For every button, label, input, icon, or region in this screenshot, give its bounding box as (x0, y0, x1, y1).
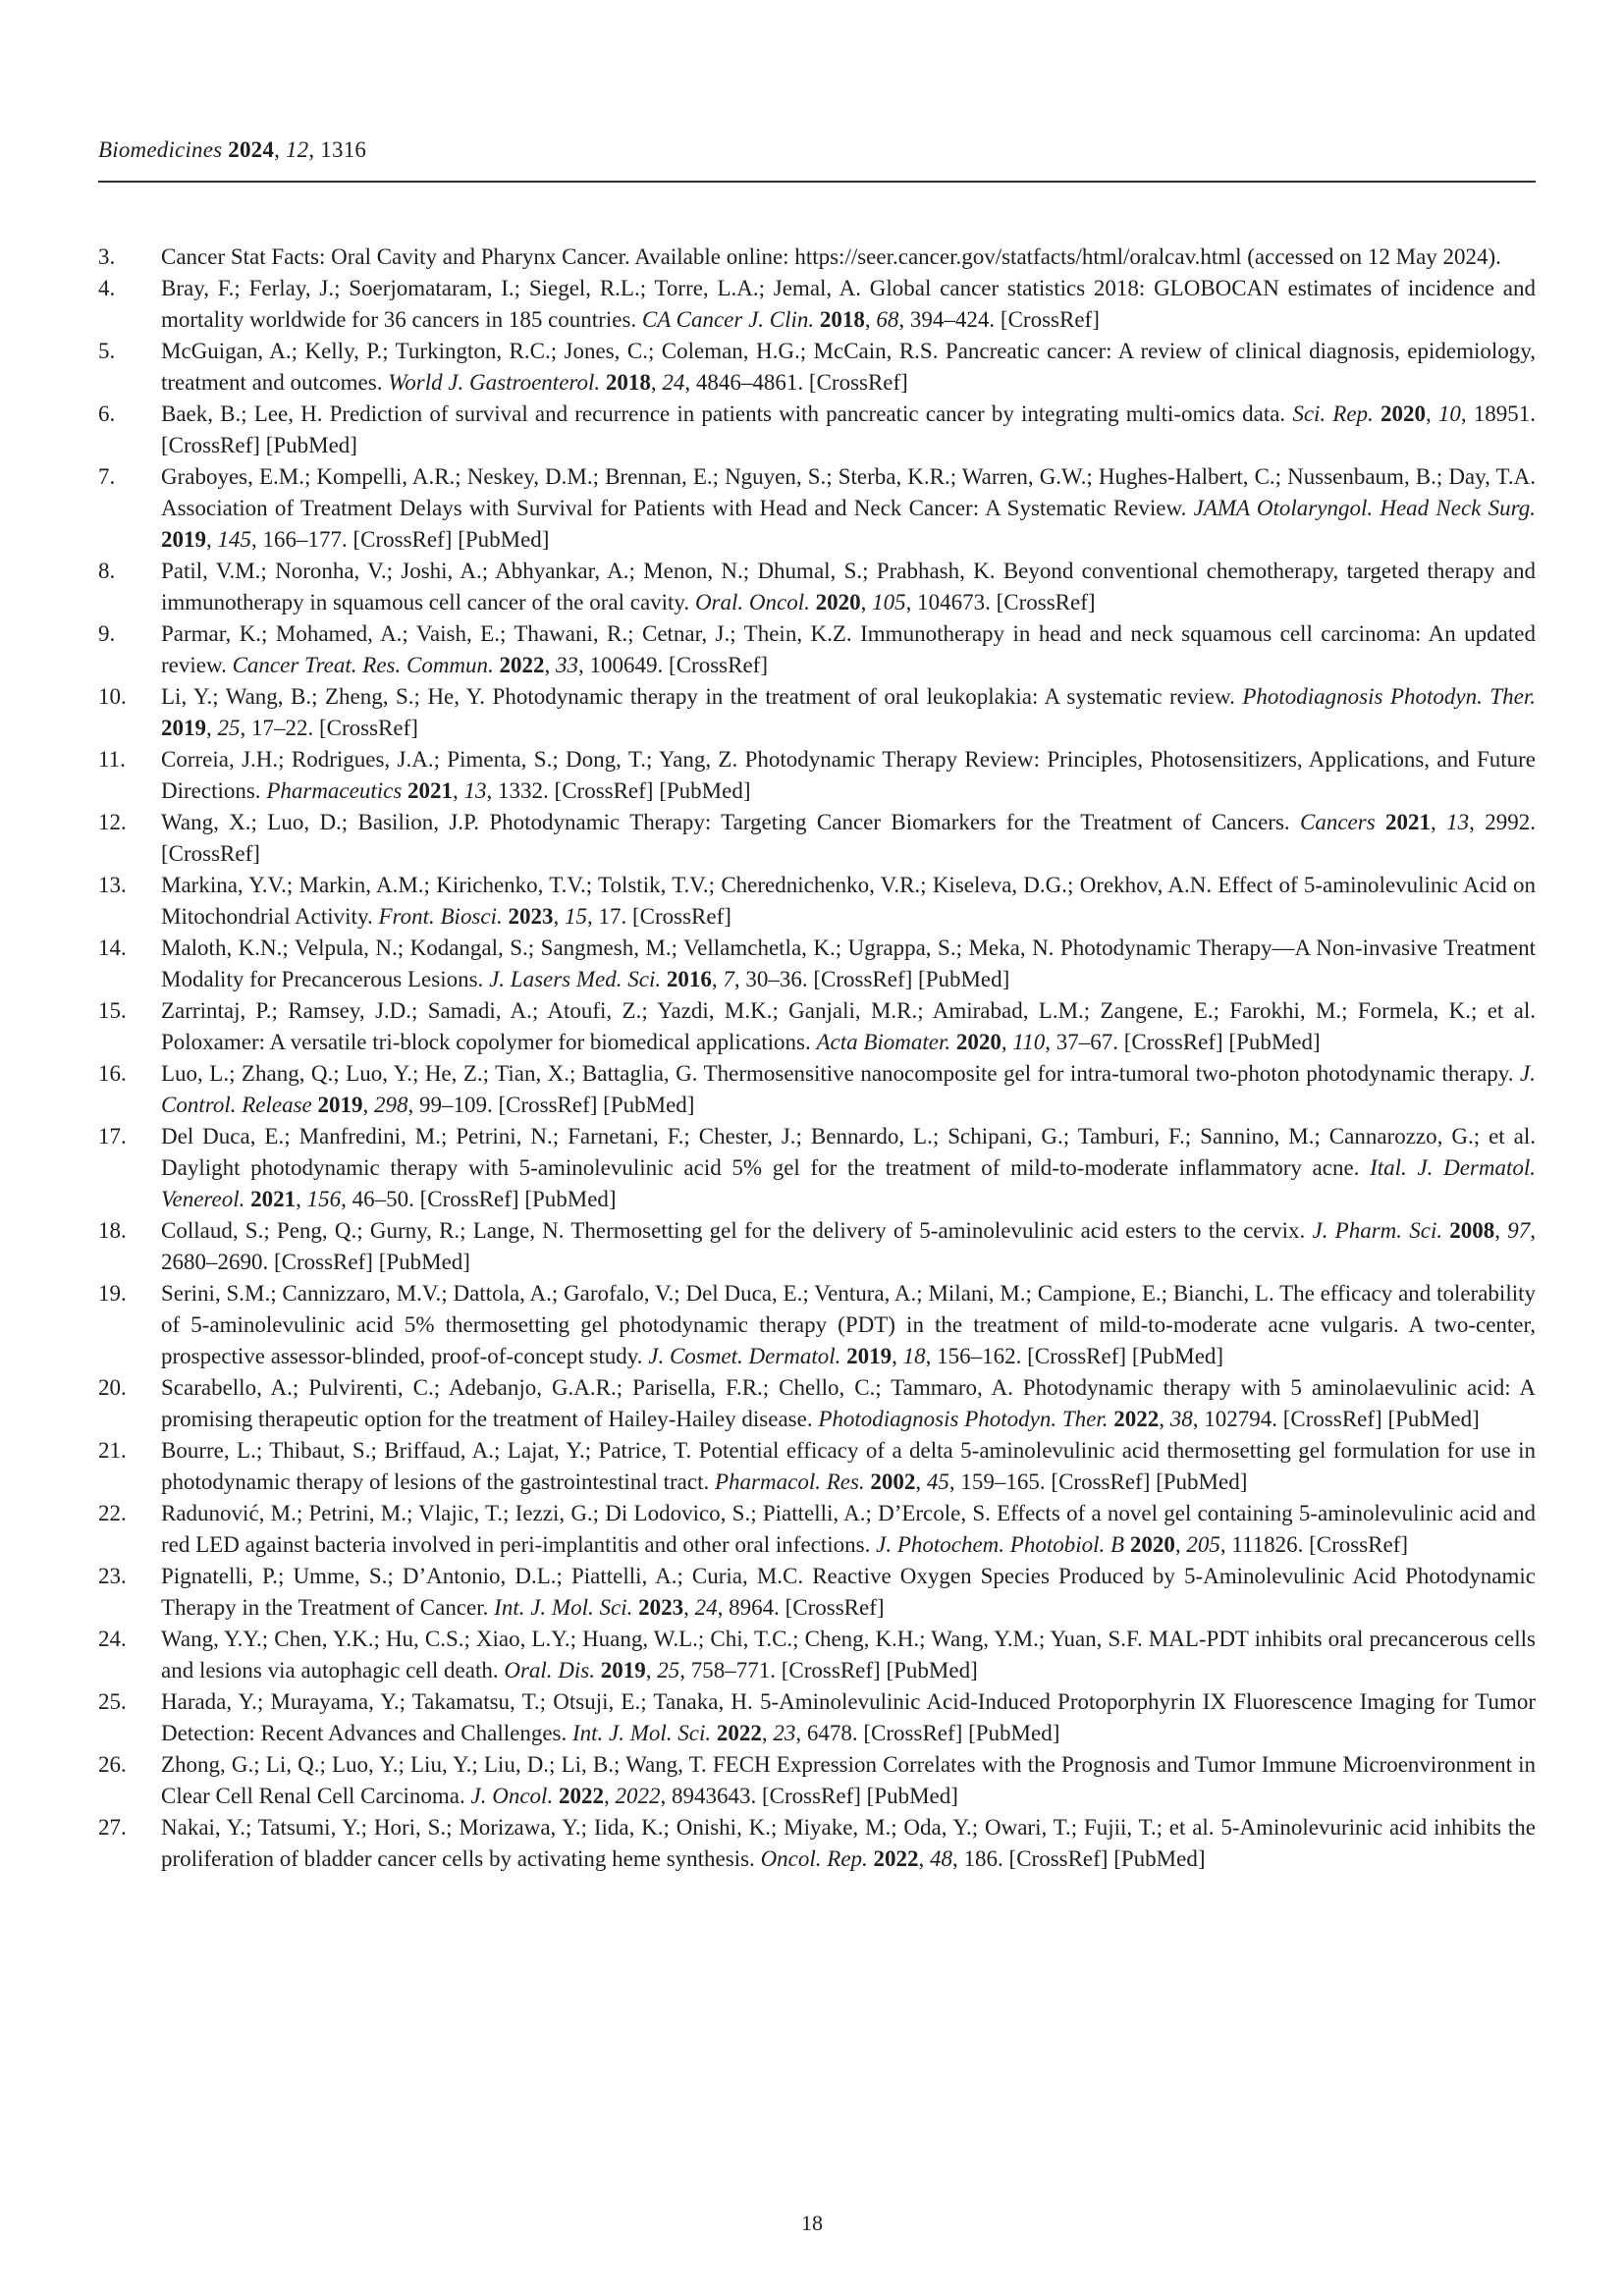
text-run: 25 (657, 1658, 680, 1682)
reference-number: 14. (98, 935, 127, 960)
reference-text (161, 461, 1536, 556)
url-link[interactable]: https://seer.cancer.gov/statfacts/html/oralcav.html (794, 244, 1242, 269)
text-run: Cancer Treat. Res. Commun. (232, 653, 500, 677)
reference-number: 10. (98, 684, 127, 709)
reference-text (161, 1058, 1536, 1121)
text-run: , (650, 370, 663, 395)
text-run: 24 (694, 1595, 718, 1620)
text-run: Bray, F.; Ferlay, J.; Soerjomataram, I.; Siegel, R.L.; Torre, L.A.; Jemal, A. Global cancer statistics 2018: GLOBOCAN estimates of incidence and mortality worldwide for 36 cancers in 185 countries. (161, 276, 1536, 332)
text-run: , 758–771. (679, 1658, 782, 1682)
text-run: 15 (565, 904, 587, 929)
reference-item (98, 618, 1536, 681)
text-run: 48 (930, 1846, 953, 1871)
reference-text (161, 241, 1536, 273)
text-run: , (296, 1187, 307, 1211)
pubmed-link[interactable]: [PubMed] (659, 778, 751, 803)
text-run: , (1001, 1030, 1013, 1054)
text-run: Radunović, M.; Petrini, M.; Vlajic, T.; Iezzi, G.; Di Lodovico, S.; Piattelli, A.; D’Ercole, S. Effects of a novel gel containing 5-aminolevulinic acid and red LED against bacteria involved in peri-implantitis and other oral infections. (161, 1501, 1536, 1557)
reference-text (161, 1215, 1536, 1278)
text-run: 7 (723, 967, 734, 991)
text-run: Bourre, L.; Thibaut, S.; Briffaud, A.; Lajat, Y.; Patrice, T. Potential efficacy of a delta 5-aminolevulinic acid thermosetting gel formulation for use in photodynamic therapy of lesions of the gastrointestinal tract. (161, 1438, 1536, 1494)
text-run: Int. J. Mol. Sci. (494, 1595, 639, 1620)
text-run: Del Duca, E.; Manfredini, M.; Petrini, N.; Farnetani, F.; Chester, J.; Bennardo, L.; Schipani, G.; Tamburi, F.; Sannino, M.; Cannarozzo, G.; et al. Daylight photodynamic therapy with 5-aminolevulinic acid 5% gel for the treatment of mild-to-moderate inflammatory acne. (161, 1124, 1536, 1180)
reference-number: 5. (98, 339, 116, 363)
text-run: , 18951. (1460, 401, 1537, 426)
reference-item (98, 744, 1536, 807)
reference-number: 12. (98, 810, 127, 834)
text-run: 97 (1507, 1218, 1531, 1243)
reference-item (98, 556, 1536, 618)
text-run: 13 (1446, 810, 1470, 834)
pubmed-link[interactable]: [PubMed] (1131, 1344, 1224, 1368)
reference-number: 16. (98, 1061, 127, 1086)
reference-number: 19. (98, 1281, 127, 1306)
text-run: J. Cosmet. Dermatol. (648, 1344, 847, 1368)
text-run: Wang, X.; Luo, D.; Basilion, J.P. Photodynamic Therapy: Targeting Cancer Biomarkers for the Treatment of Cancers. (161, 810, 1300, 834)
reference-number: 23. (98, 1564, 127, 1588)
text-run: 2023 (508, 904, 554, 929)
text-run: 2019 (600, 1658, 646, 1682)
crossref-link[interactable]: [CrossRef] (808, 370, 908, 395)
text-run: Collaud, S.; Peng, Q.; Gurny, R.; Lange, N. Thermosetting gel for the delivery of 5-aminolevulinic acid esters to the cervix. (161, 1218, 1313, 1243)
text-run: Pharmacol. Res. (715, 1469, 871, 1494)
reference-number: 13. (98, 873, 127, 897)
text-run: 12 (285, 137, 309, 162)
reference-text (161, 807, 1536, 870)
text-run: 2022 (1113, 1407, 1160, 1431)
text-run: Markina, Y.V.; Markin, A.M.; Kirichenko, T.V.; Tolstik, T.V.; Cherednichenko, V.R.; Kiseleva, D.G.; Orekhov, A.N. Effect of 5-aminolevulinic Acid on Mitochondrial Activity. (161, 873, 1536, 929)
text-run: , 100649. (578, 653, 670, 677)
reference-number: 6. (98, 401, 116, 426)
text-run: Wang, Y.Y.; Chen, Y.K.; Hu, C.S.; Xiao, L.Y.; Huang, W.L.; Chi, T.C.; Cheng, K.H.; Wang, Y.M.; Yuan, S.F. MAL-PDT inhibits oral precancerous cells and lesions via autophagic cell death. (161, 1627, 1536, 1682)
text-run: Sci. Rep. (1292, 401, 1380, 426)
reference-item (98, 1278, 1536, 1372)
text-run: , 1316 (308, 137, 367, 162)
text-run: , (1431, 810, 1447, 834)
pubmed-link[interactable]: [PubMed] (1387, 1407, 1480, 1431)
crossref-link[interactable]: [CrossRef] (161, 433, 260, 457)
text-run: 2019 (846, 1344, 893, 1368)
text-run: 2016 (666, 967, 712, 991)
text-run: Zhong, G.; Li, Q.; Luo, Y.; Liu, Y.; Liu, D.; Li, B.; Wang, T. FECH Expression Correlates with the Prognosis and Tumor Immune Microenvironment in Clear Cell Renal Cell Carcinoma. (161, 1752, 1536, 1808)
text-run: , (206, 716, 218, 740)
crossref-link[interactable]: [CrossRef] (319, 716, 418, 740)
text-run: , 102794. (1192, 1407, 1283, 1431)
text-run: 2020 (1129, 1532, 1175, 1557)
reference-number: 26. (98, 1752, 127, 1777)
reference-item (98, 1121, 1536, 1215)
crossref-link[interactable]: [CrossRef] (1282, 1407, 1382, 1431)
reference-text (161, 1624, 1536, 1686)
text-run: , (892, 1344, 903, 1368)
reference-text (161, 336, 1536, 399)
text-run: 2018 (819, 307, 865, 332)
crossref-link[interactable]: [CrossRef] (1051, 1469, 1151, 1494)
text-run: , 159–165. (948, 1469, 1052, 1494)
text-run: 156 (306, 1187, 342, 1211)
text-run: , (553, 904, 565, 929)
reference-number: 4. (98, 276, 116, 300)
reference-item (98, 933, 1536, 995)
text-run: 2022 (615, 1784, 661, 1808)
reference-text (161, 933, 1536, 995)
reference-number: 15. (98, 998, 127, 1023)
reference-item (98, 1561, 1536, 1624)
crossref-link[interactable]: [CrossRef] (632, 904, 731, 929)
text-run: , (915, 1469, 927, 1494)
text-run: , 2992. (1469, 810, 1536, 834)
crossref-link[interactable]: [CrossRef] (498, 1093, 598, 1117)
reference-number: 25. (98, 1689, 127, 1714)
text-run: , (683, 1595, 695, 1620)
text-run: World J. Gastroenterol. (388, 370, 606, 395)
crossref-link[interactable]: [CrossRef] (996, 590, 1096, 614)
text-run: 23 (773, 1721, 796, 1745)
text-run: 2020 (815, 590, 861, 614)
text-run: J. Oncol. (470, 1784, 559, 1808)
text-run: , 8943643. (660, 1784, 762, 1808)
reference-text (161, 995, 1536, 1058)
text-run: , (206, 527, 218, 552)
text-run: 298 (373, 1093, 408, 1117)
text-run: J. Pharm. Sci. (1312, 1218, 1450, 1243)
pubmed-link[interactable]: [PubMed] (1113, 1846, 1206, 1871)
text-run: Cancer Stat Facts: Oral Cavity and Pharynx Cancer. Available online: (161, 244, 795, 269)
reference-text (161, 1498, 1536, 1561)
reference-text (161, 1686, 1536, 1749)
crossref-link[interactable]: [CrossRef] (419, 1187, 519, 1211)
text-run: Patil, V.M.; Noronha, V.; Joshi, A.; Abhyankar, A.; Menon, N.; Dhumal, S.; Prabhash, K. Beyond conventional chemotherapy, targeted therapy and immunotherapy in squamous cell cancer of the oral cavity. (161, 559, 1536, 614)
text-run: 2024 (228, 137, 275, 162)
crossref-link[interactable]: [CrossRef] (1027, 1344, 1127, 1368)
text-run: , (362, 1093, 374, 1117)
text-run: , (918, 1846, 931, 1871)
pubmed-link[interactable]: [PubMed] (918, 967, 1010, 991)
reference-number: 17. (98, 1124, 127, 1148)
reference-item (98, 1058, 1536, 1121)
pubmed-link[interactable]: [PubMed] (886, 1658, 978, 1682)
text-run: Scarabello, A.; Pulvirenti, C.; Adebanjo, G.A.R.; Parisella, F.R.; Chello, C.; Tammaro, A. Photodynamic therapy with 5 aminolaevulinic acid: A promising therapeutic option for the treatment of Hailey-Hailey disease. (161, 1375, 1536, 1431)
pubmed-link[interactable]: [PubMed] (265, 433, 357, 457)
reference-item (98, 870, 1536, 933)
text-run: , (864, 307, 877, 332)
text-run: , (645, 1658, 658, 1682)
text-run: 18 (902, 1344, 926, 1368)
crossref-link[interactable]: [CrossRef] (274, 1250, 373, 1274)
text-run: JAMA Otolaryngol. Head Neck Surg. (1193, 496, 1536, 520)
reference-text (161, 1435, 1536, 1498)
crossref-link[interactable]: [CrossRef] (863, 1721, 963, 1745)
text-run: , 37–67. (1045, 1030, 1124, 1054)
reference-number: 11. (98, 747, 126, 772)
text-run: , (274, 137, 286, 162)
text-run: 24 (662, 370, 685, 395)
text-run: J. Photochem. Photobiol. B (876, 1532, 1130, 1557)
text-run: , 46–50. (341, 1187, 420, 1211)
text-run: Luo, L.; Zhang, Q.; Luo, Y.; He, Z.; Tian, X.; Battaglia, G. Thermosensitive nanocomposite gel for intra-tumoral two-photon photodynamic therapy. (161, 1061, 1521, 1086)
text-run: , (761, 1721, 774, 1745)
text-run: Oral. Dis. (504, 1658, 601, 1682)
text-run: , 104673. (905, 590, 997, 614)
crossref-link[interactable]: [CrossRef] (554, 778, 654, 803)
text-run: Serini, S.M.; Cannizzaro, M.V.; Dattola, A.; Garofalo, V.; Del Duca, E.; Ventura, A.; Milani, M.; Campione, E.; Bianchi, L. The efficacy and tolerability of 5-aminolevulinic acid 5% thermosetting gel photodynamic therapy (PDT) in the treatment of mild-to-moderate acne vulgaris. A two-center, prospective assessor-blinded, proof-of-concept study. (161, 1281, 1536, 1368)
text-run: , (544, 653, 557, 677)
text-run: , (1159, 1407, 1170, 1431)
pubmed-link[interactable]: [PubMed] (378, 1250, 470, 1274)
reference-item (98, 1498, 1536, 1561)
text-run: Acta Biomater. (816, 1030, 956, 1054)
pubmed-link[interactable]: [PubMed] (866, 1784, 958, 1808)
text-run: Photodiagnosis Photodyn. Ther. (1242, 684, 1536, 709)
reference-number: 3. (98, 244, 116, 269)
text-run: 2022 (873, 1846, 919, 1871)
text-run: 145 (217, 527, 251, 552)
reference-number: 8. (98, 559, 116, 583)
reference-item (98, 336, 1536, 399)
text-run: , 186. (952, 1846, 1009, 1871)
text-run: , (711, 967, 724, 991)
reference-item (98, 461, 1536, 556)
text-run: , 99–109. (407, 1093, 499, 1117)
references-list (98, 241, 1536, 1875)
text-run: McGuigan, A.; Kelly, P.; Turkington, R.C.; Jones, C.; Coleman, H.G.; McCain, R.S. Pancreatic cancer: A review of clinical diagnosis, epidemiology, treatment and outcomes. (161, 339, 1536, 395)
text-run: , 1332. (486, 778, 555, 803)
reference-text (161, 870, 1536, 933)
text-run: 2020 (1380, 401, 1426, 426)
crossref-link[interactable]: [CrossRef] (352, 527, 453, 552)
crossref-link[interactable]: [CrossRef] (781, 1658, 881, 1682)
text-run: Front. Biosci. (378, 904, 509, 929)
text-run: Li, Y.; Wang, B.; Zheng, S.; He, Y. Photodynamic therapy in the treatment of oral leukoplakia: A systematic review. (161, 684, 1243, 709)
text-run: , (1494, 1218, 1508, 1243)
text-run: , 2680–2690. (161, 1218, 1537, 1274)
text-run: Oncol. Rep. (760, 1846, 874, 1871)
text-run: , 30–36. (733, 967, 814, 991)
reference-item (98, 1215, 1536, 1278)
text-run: 2021 (407, 778, 454, 803)
text-run: , 8964. (717, 1595, 785, 1620)
text-run: J. Control. Release (161, 1061, 1536, 1117)
text-run: 2022 (558, 1784, 604, 1808)
text-run: 25 (217, 716, 241, 740)
text-run: Oral. Oncol. (694, 590, 816, 614)
reference-text (161, 1812, 1536, 1875)
text-run: Correia, J.H.; Rodrigues, J.A.; Pimenta, S.; Dong, T.; Yang, Z. Photodynamic Therapy Review: Principles, Photosensitizers, Applications, and Future Directions. (161, 747, 1536, 803)
text-run: Pharmaceutics (266, 778, 408, 803)
crossref-link[interactable]: [CrossRef] (785, 1595, 885, 1620)
text-run: (accessed on 12 May 2024). (1241, 244, 1501, 269)
reference-text (161, 399, 1536, 461)
reference-text (161, 744, 1536, 807)
text-run: 2002 (870, 1469, 916, 1494)
pubmed-link[interactable]: [PubMed] (603, 1093, 695, 1117)
text-run: , (860, 590, 873, 614)
pubmed-link[interactable]: [PubMed] (524, 1187, 617, 1211)
text-run: 205 (1186, 1532, 1220, 1557)
reference-number: 9. (98, 621, 116, 646)
reference-number: 20. (98, 1375, 127, 1400)
text-run: , 6478. (795, 1721, 864, 1745)
reference-number: 27. (98, 1815, 127, 1840)
reference-item (98, 1812, 1536, 1875)
text-run: Zarrintaj, P.; Ramsey, J.D.; Samadi, A.; Atoufi, Z.; Yazdi, M.K.; Ganjali, M.R.; Amirabad, L.M.; Zangene, E.; Farokhi, M.; Formela, K.; et al. Poloxamer: A versatile tri-block copolymer for biomedical applications. (161, 998, 1536, 1054)
reference-number: 7. (98, 464, 116, 489)
text-run: 110 (1012, 1030, 1046, 1054)
reference-text (161, 681, 1536, 744)
reference-item (98, 1686, 1536, 1749)
text-run: 2021 (250, 1187, 297, 1211)
reference-text (161, 273, 1536, 336)
reference-number: 18. (98, 1218, 127, 1243)
reference-item (98, 995, 1536, 1058)
crossref-link[interactable]: [CrossRef] (1123, 1030, 1223, 1054)
text-run: , 166–177. (251, 527, 353, 552)
reference-item (98, 1749, 1536, 1812)
reference-text (161, 1749, 1536, 1812)
text-run: 105 (872, 590, 906, 614)
text-run: , (453, 778, 464, 803)
pubmed-link[interactable]: [PubMed] (1156, 1469, 1248, 1494)
text-run: , 4846–4861. (684, 370, 809, 395)
text-run: CA Cancer J. Clin. (641, 307, 820, 332)
text-run: 68 (876, 307, 899, 332)
crossref-link[interactable]: [CrossRef] (813, 967, 913, 991)
crossref-link[interactable]: [CrossRef] (1309, 1532, 1409, 1557)
page-number: 18 (801, 2211, 823, 2235)
crossref-link[interactable]: [CrossRef] (161, 841, 260, 866)
text-run: , 394–424. (898, 307, 1001, 332)
text-run: Graboyes, E.M.; Kompelli, A.R.; Neskey, D.M.; Brennan, E.; Nguyen, S.; Sterba, K.R.; Warren, G.W.; Hughes-Halbert, C.; Nussenbaum, B.; Day, T.A. Association of Treatment Delays with Survival for Patients with Head and Neck Cancer: A Systematic Review. (161, 464, 1536, 520)
text-run: 45 (926, 1469, 949, 1494)
text-run: Maloth, K.N.; Velpula, N.; Kodangal, S.; Sangmesh, M.; Vellamchetla, K.; Ugrappa, S.; Meka, N. Photodynamic Therapy—A Non-invasive Treatment Modality for Precancerous Lesions. (161, 935, 1536, 991)
reference-item (98, 1372, 1536, 1435)
pubmed-link[interactable]: [PubMed] (968, 1721, 1060, 1745)
text-run: 2021 (1385, 810, 1432, 834)
reference-item (98, 273, 1536, 336)
crossref-link[interactable]: [CrossRef] (669, 653, 768, 677)
text-run: 2018 (605, 370, 651, 395)
reference-item (98, 1435, 1536, 1498)
reference-text (161, 1278, 1536, 1372)
text-run: 2019 (161, 716, 206, 740)
text-run: Ital. J. Dermatol. Venereol. (161, 1155, 1536, 1211)
reference-item (98, 681, 1536, 744)
text-run: 2019 (161, 527, 206, 552)
reference-item (98, 241, 1536, 273)
reference-text (161, 556, 1536, 618)
crossref-link[interactable]: [CrossRef] (1000, 307, 1100, 332)
text-run: Photodiagnosis Photodyn. Ther. (818, 1407, 1114, 1431)
text-run: Baek, B.; Lee, H. Prediction of survival and recurrence in patients with pancreatic cancer by integrating multi-omics data. (161, 401, 1293, 426)
crossref-link[interactable]: [CrossRef] (761, 1784, 861, 1808)
text-run: 13 (463, 778, 487, 803)
text-run: 2020 (955, 1030, 1001, 1054)
text-run: 2022 (716, 1721, 762, 1745)
pubmed-link[interactable]: [PubMed] (458, 527, 550, 552)
text-run: 10 (1437, 401, 1461, 426)
reference-number: 21. (98, 1438, 127, 1463)
text-run: , 17–22. (240, 716, 319, 740)
text-run: 2022 (499, 653, 545, 677)
text-run: Pignatelli, P.; Umme, S.; D’Antonio, D.L.; Piattelli, A.; Curia, M.C. Reactive Oxygen Species Produced by 5-Aminolevulinic Acid Photodynamic Therapy in the Treatment of Cancer. (161, 1564, 1536, 1620)
reference-item (98, 399, 1536, 461)
text-run: Int. J. Mol. Sci. (571, 1721, 717, 1745)
text-run: , (603, 1784, 616, 1808)
text-run: Nakai, Y.; Tatsumi, Y.; Hori, S.; Morizawa, Y.; Iida, K.; Onishi, K.; Miyake, M.; Oda, Y.; Owari, T.; Fujii, T.; et al. 5-Aminolevurinic acid inhibits the proliferation of bladder cancer cells by activating heme synthesis. (161, 1815, 1536, 1871)
reference-number: 24. (98, 1627, 127, 1651)
text-run: Cancers (1300, 810, 1386, 834)
reference-item (98, 1624, 1536, 1686)
text-run: 2023 (638, 1595, 684, 1620)
text-run: , 156–162. (925, 1344, 1028, 1368)
reference-item (98, 807, 1536, 870)
running-head (98, 137, 366, 163)
text-run: 38 (1169, 1407, 1193, 1431)
text-run: , 17. (587, 904, 632, 929)
reference-text (161, 1372, 1536, 1435)
text-run: J. Lasers Med. Sci. (489, 967, 667, 991)
text-run: 33 (556, 653, 579, 677)
text-run: Parmar, K.; Mohamed, A.; Vaish, E.; Thawani, R.; Cetnar, J.; Thein, K.Z. Immunotherapy in head and neck squamous cell carcinoma: An updated review. (161, 621, 1536, 677)
pubmed-link[interactable]: [PubMed] (1228, 1030, 1321, 1054)
text-run: Biomedicines (98, 137, 229, 162)
reference-text (161, 1561, 1536, 1624)
text-run: 2019 (317, 1093, 363, 1117)
text-run: 2008 (1449, 1218, 1495, 1243)
text-run: , 111826. (1219, 1532, 1310, 1557)
reference-number: 22. (98, 1501, 127, 1525)
header-rule (98, 181, 1536, 183)
reference-text (161, 618, 1536, 681)
crossref-link[interactable]: [CrossRef] (1008, 1846, 1109, 1871)
reference-text (161, 1121, 1536, 1215)
text-run: , (1425, 401, 1438, 426)
text-run: Harada, Y.; Murayama, Y.; Takamatsu, T.; Otsuji, E.; Tanaka, H. 5-Aminolevulinic Acid-Induced Protoporphyrin IX Fluorescence Imaging for Tumor Detection: Recent Advances and Challenges. (161, 1689, 1536, 1745)
text-run: , (1174, 1532, 1187, 1557)
